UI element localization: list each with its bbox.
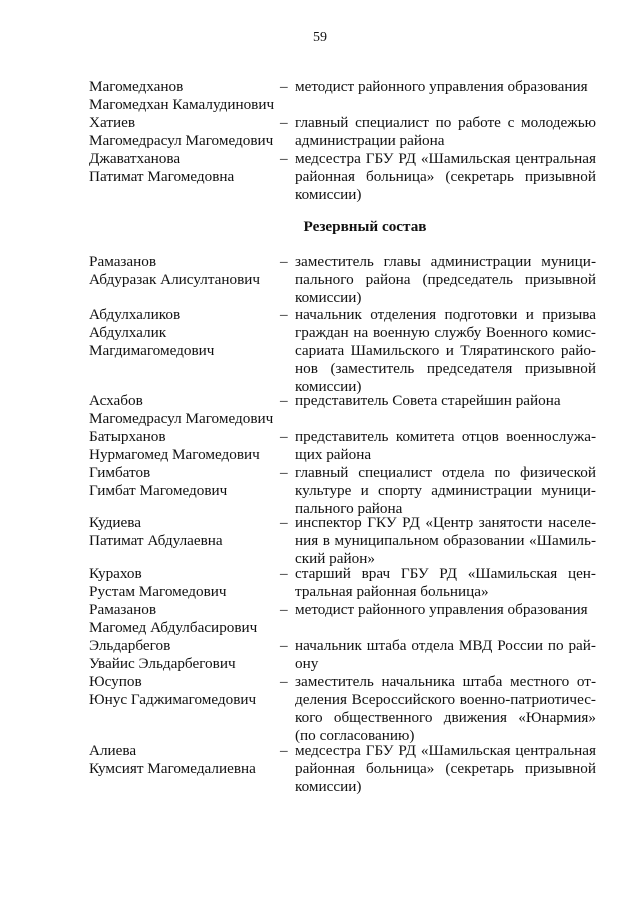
role-line: методист районного управления образования (295, 601, 588, 618)
member-given-name: Абдулхалик (89, 323, 167, 341)
member-surname: Магомедханов (89, 78, 184, 95)
member-role (295, 464, 596, 518)
role-line: заместитель главы администрации муници- (295, 253, 596, 270)
member-name (89, 150, 279, 186)
member-name (89, 78, 279, 114)
member-given-name: Рустам Магомедович (89, 582, 227, 600)
dash: – (280, 150, 288, 167)
role-line: главный специалист по работе с молодежью (295, 114, 596, 131)
member-name (89, 253, 279, 289)
role-line: главный специалист отдела по физической (295, 464, 596, 481)
role-line: инспектор ГКУ РД «Центр занятости населе- (295, 514, 596, 531)
dash: – (280, 673, 288, 690)
member-surname: Эльдарбегов (89, 637, 171, 654)
role-line: старший врач ГБУ РД «Шамильская цен- (295, 565, 596, 582)
role-line: комиссии) (295, 185, 362, 203)
member-surname: Джаватханова (89, 150, 181, 167)
member-role (295, 306, 596, 396)
member-surname: Асхабов (89, 392, 143, 409)
role-line: методист районного управления образования (295, 78, 588, 95)
member-given-name: Магомедрасул Магомедович (89, 409, 274, 427)
role-line: пального района (295, 499, 403, 517)
member-surname: Рамазанов (89, 253, 157, 270)
role-line: районная больница» (секретарь призывной (295, 167, 596, 185)
member-surname: Гимбатов (89, 464, 151, 481)
member-given-name: Патимат Абдулаевна (89, 531, 223, 549)
role-line: медсестра ГБУ РД «Шамильская центральная (295, 742, 596, 759)
member-given-name: Кумсият Магомедалиевна (89, 759, 256, 777)
member-name (89, 673, 279, 709)
member-name (89, 428, 279, 464)
member-given-name: Юнус Гаджимагомедович (89, 690, 257, 708)
dash: – (280, 742, 288, 759)
dash: – (280, 253, 288, 270)
dash: – (280, 114, 288, 131)
role-line: комиссии) (295, 288, 362, 306)
role-line: заместитель начальника штаба местного от- (295, 673, 596, 690)
member-name (89, 601, 279, 637)
member-given-name: Магомедрасул Магомедович (89, 131, 274, 149)
member-name (89, 392, 279, 428)
role-line: кого общественного движения «Юнармия» (295, 708, 596, 726)
member-role (295, 601, 596, 619)
member-given-name: Патимат Магомедовна (89, 167, 235, 185)
role-line: ский район» (295, 549, 375, 567)
member-role (295, 673, 596, 745)
member-role (295, 78, 596, 96)
member-role (295, 392, 596, 410)
role-line: представитель комитета отцов военнослужа- (295, 428, 596, 445)
role-line: администрации района (295, 131, 445, 149)
dash: – (280, 565, 288, 582)
section-heading: Резервный состав (303, 218, 427, 235)
member-name (89, 565, 279, 601)
page-number: 59 (313, 30, 327, 45)
role-line: комиссии) (295, 377, 362, 395)
member-given-name: Увайис Эльдарбегович (89, 654, 236, 672)
dash: – (280, 601, 288, 618)
dash: – (280, 428, 288, 445)
dash: – (280, 637, 288, 654)
member-role (295, 428, 596, 464)
member-given-name: Гимбат Магомедович (89, 481, 228, 499)
role-line: (по согласованию) (295, 726, 415, 744)
member-surname: Кудиева (89, 514, 141, 531)
role-line: сариата Шамильского и Тляратинского райо- (295, 341, 596, 359)
role-line: районная больница» (секретарь призывной (295, 759, 596, 777)
role-line: граждан на военную службу Военного комис- (295, 323, 596, 341)
member-surname: Батырханов (89, 428, 166, 445)
member-role (295, 514, 596, 568)
role-line: щих района (295, 445, 372, 463)
role-line: тральная районная больница» (295, 582, 489, 600)
role-line: нов (заместитель председателя призывной (295, 359, 596, 377)
member-surname: Юсупов (89, 673, 142, 690)
member-role (295, 150, 596, 204)
member-name (89, 742, 279, 778)
member-name (89, 114, 279, 150)
role-line: ону (295, 654, 319, 672)
member-given-name: Магомедхан Камалудинович (89, 95, 275, 113)
member-surname: Хатиев (89, 114, 135, 131)
member-surname: Абдулхаликов (89, 306, 181, 323)
member-surname: Рамазанов (89, 601, 157, 618)
member-given-name: Магдимагомедович (89, 341, 215, 359)
member-role (295, 742, 596, 796)
dash: – (280, 514, 288, 531)
member-role (295, 114, 596, 150)
dash: – (280, 78, 288, 95)
role-line: начальник отделения подготовки и призыва (295, 306, 596, 323)
member-given-name: Нурмагомед Магомедович (89, 445, 260, 463)
role-line: ния в муниципальном образовании «Шамиль- (295, 531, 596, 549)
member-given-name: Абдуразак Алисултанович (89, 270, 261, 288)
role-line: начальник штаба отдела МВД России по рай- (295, 637, 596, 654)
dash: – (280, 392, 288, 409)
member-surname: Алиева (89, 742, 137, 759)
member-role (295, 565, 596, 601)
dash: – (280, 306, 288, 323)
member-name (89, 637, 279, 673)
role-line: комиссии) (295, 777, 362, 795)
role-line: представитель Совета старейшин района (295, 392, 561, 409)
role-line: деления Всероссийского военно-патриотичес- (295, 690, 596, 708)
member-name (89, 306, 279, 360)
member-name (89, 514, 279, 550)
role-line: медсестра ГБУ РД «Шамильская центральная (295, 150, 596, 167)
role-line: пального района (председатель призывной (295, 270, 596, 288)
role-line: культуре и спорту администрации муници- (295, 481, 596, 499)
member-role (295, 253, 596, 307)
member-role (295, 637, 596, 673)
member-surname: Курахов (89, 565, 142, 582)
dash: – (280, 464, 288, 481)
member-given-name: Магомед Абдулбасирович (89, 618, 258, 636)
member-name (89, 464, 279, 500)
